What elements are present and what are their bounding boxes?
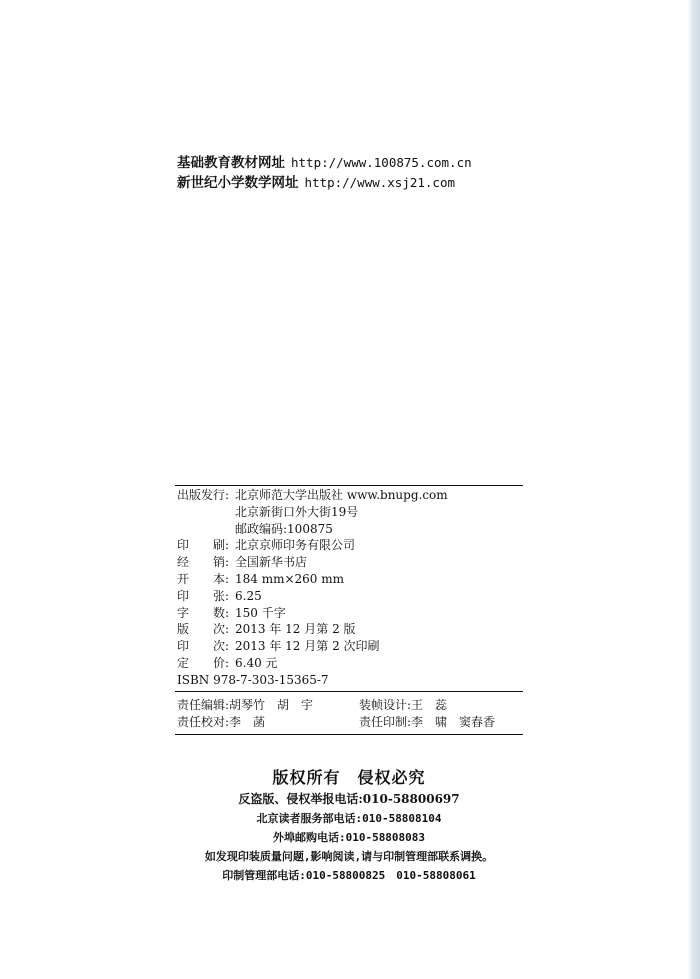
reader-service-line: 北京读者服务部电话:010-58808104 xyxy=(256,812,442,825)
sheets-label: 印 张: xyxy=(177,588,230,603)
website-line-textbook xyxy=(177,153,472,173)
format-row xyxy=(177,571,448,588)
postcode-value: 邮政编码:100875 xyxy=(235,521,333,536)
website-list xyxy=(177,153,472,193)
wordcount-row xyxy=(177,605,448,622)
publisher-row xyxy=(177,487,448,504)
rights-title: 版权所有 侵权必究 xyxy=(272,768,426,787)
price-row xyxy=(177,655,448,672)
credit-row xyxy=(177,714,495,731)
bottom-rule xyxy=(175,734,523,735)
printing-label: 印 次: xyxy=(177,639,230,654)
website-url[interactable]: http://www.100875.com.cn xyxy=(291,155,472,170)
price-label: 定 价: xyxy=(177,655,230,670)
print-label: 印 刷: xyxy=(177,538,230,553)
rights-block xyxy=(175,766,523,885)
quality-notice-line: 如发现印装质量问题,影响阅读,请与印制管理部联系调换。 xyxy=(204,850,494,863)
address-value: 北京新街口外大街19号 xyxy=(235,504,359,519)
mail-order-line: 外埠邮购电话:010-58808083 xyxy=(272,831,426,844)
website-name: 新世纪小学数学网址 xyxy=(177,175,299,191)
address-row xyxy=(177,504,448,521)
wordcount-value: 150 千字 xyxy=(235,605,286,620)
publisher-label: 出版发行: xyxy=(177,488,230,502)
edition-label: 版 次: xyxy=(177,622,230,637)
credits xyxy=(177,697,495,731)
top-rule xyxy=(175,485,523,486)
credit-row xyxy=(177,697,495,714)
website-name: 基础教育教材网址 xyxy=(177,155,285,171)
wordcount-label: 字 数: xyxy=(177,605,230,620)
printing-row xyxy=(177,638,448,655)
website-line-math xyxy=(177,173,472,193)
distribution-row xyxy=(177,554,448,571)
editor-credit: 责任编辑:胡琴竹 胡 宇 xyxy=(177,698,314,712)
edition-value: 2013 年 12 月第 2 版 xyxy=(235,622,356,637)
printing-credit: 责任印制:李 啸 窦春香 xyxy=(359,715,496,729)
print-value: 北京京师印务有限公司 xyxy=(235,538,356,553)
format-label: 开 本: xyxy=(177,571,230,586)
distribution-label: 经 销: xyxy=(177,555,230,570)
proofreader-credit: 责任校对:李 菡 xyxy=(177,715,266,729)
publisher-value: 北京师范大学出版社 www.bnupg.com xyxy=(235,488,448,502)
design-credit: 装帧设计:王 蕊 xyxy=(359,698,448,712)
format-value: 184 mm×260 mm xyxy=(235,571,345,586)
isbn-row xyxy=(177,672,448,689)
middle-rule xyxy=(175,691,523,692)
printing-value: 2013 年 12 月第 2 次印刷 xyxy=(235,639,380,654)
isbn-value: ISBN 978-7-303-15365-7 xyxy=(177,672,329,687)
website-url[interactable]: http://www.xsj21.com xyxy=(304,175,456,190)
piracy-report-line: 反盗版、侵权举报电话:010-58800697 xyxy=(238,792,460,806)
edition-row xyxy=(177,621,448,638)
price-value: 6.40 元 xyxy=(235,655,278,670)
print-management-line: 印制管理部电话:010-58800825 010-58808061 xyxy=(222,869,476,882)
page-edge-shadow xyxy=(688,0,700,979)
sheets-value: 6.25 xyxy=(235,588,262,603)
print-row xyxy=(177,537,448,554)
distribution-value: 全国新华书店 xyxy=(235,555,308,570)
sheets-row xyxy=(177,588,448,605)
publication-info xyxy=(177,487,448,689)
postcode-row xyxy=(177,521,448,538)
